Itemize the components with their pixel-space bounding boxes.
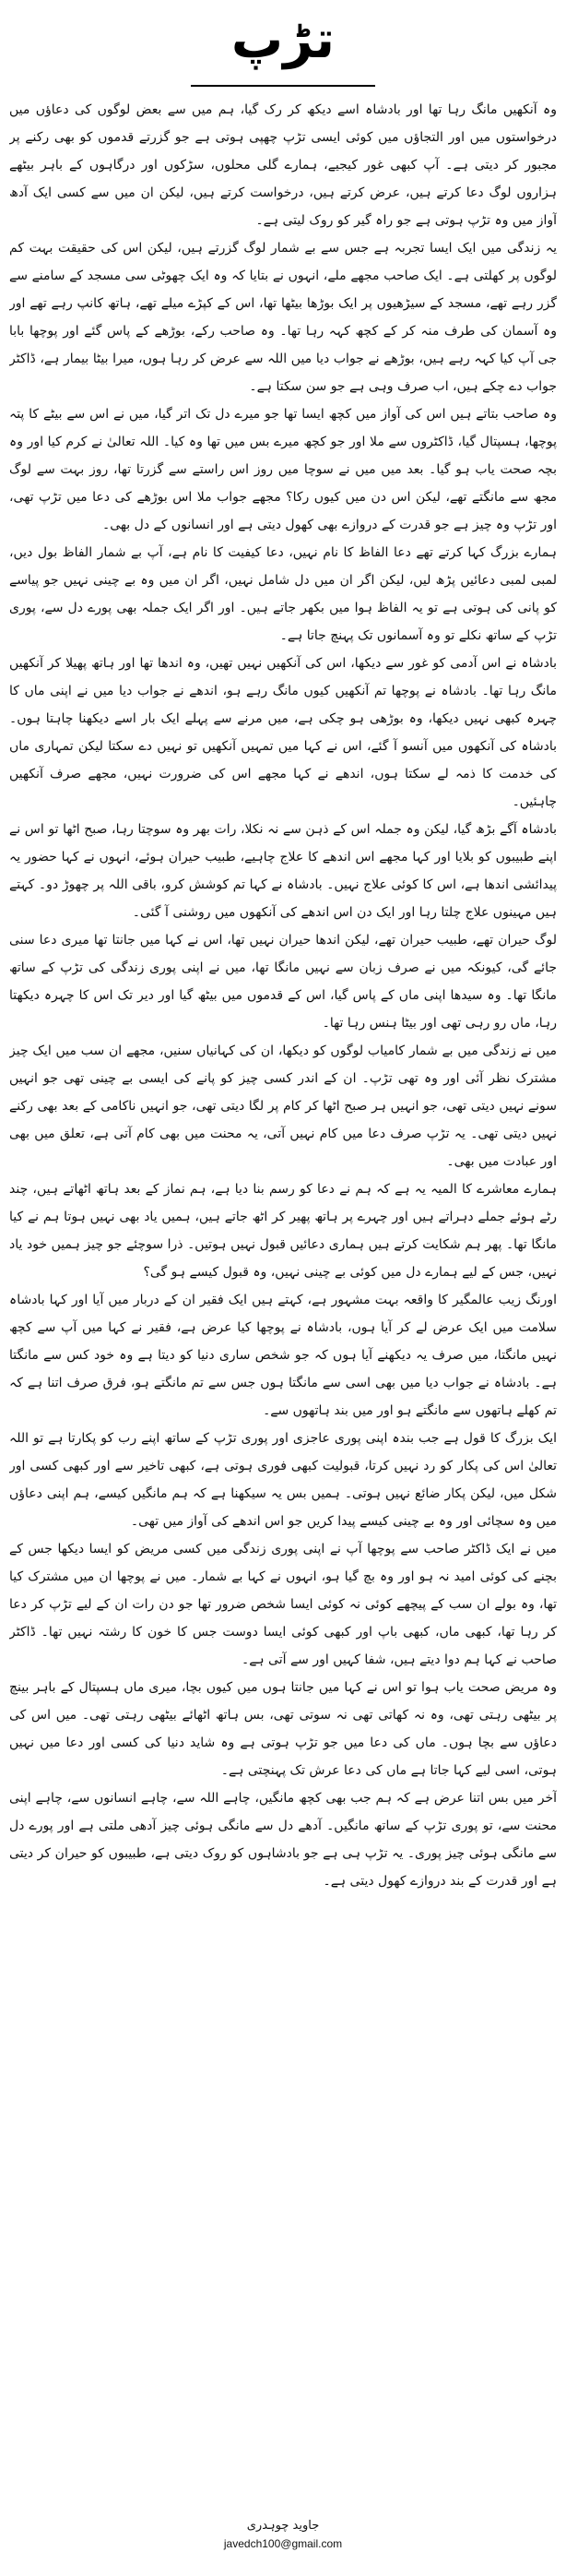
paragraph: وہ آنکھیں مانگ رہا تھا اور بادشاہ اسے دیکھ کر رک گیا، ہم میں سے بعض لوگوں کی دعاؤں میں درخواستوں میں اور التجاؤں میں کوئی ایسی تڑپ چھپی ہوتی ہے جو گزرتے قدموں کو بھی رکنے پر مجبور کر دیتی ہے۔ آپ کبھی غور کیجیے، ہمارے گلی محلوں، سڑکوں اور درگاہوں کے باہر بیٹھے ہزاروں لوگ دعا کرتے ہیں، عرض کرتے ہیں، درخواست کرتے ہیں، لیکن ان میں سے کسی ایک آدھ آواز میں وہ تڑپ ہوتی ہے جو راہ گیر کو روک لیتی ہے۔ [9,102,557,228]
author-signature [0,2517,566,2552]
paragraph: وہ صاحب بتاتے ہیں اس کی آواز میں کچھ ایسا تھا جو میرے دل تک اتر گیا، میں نے اس سے بیٹے کا پتہ پوچھا، ہسپتال گیا، ڈاکٹروں سے ملا اور جو کچھ میرے بس میں تھا وہ کیا۔ اللہ تعالیٰ نے کرم کیا اور وہ بچہ صحت یاب ہو گیا۔ بعد میں میں نے سوچا میں روز اس راستے سے گزرتا تھا، روز بہت سے لوگ مجھ سے مانگتے تھے، لیکن اس دن میں کیوں رکا؟ مجھے جواب ملا اس بوڑھے کی دعا میں تڑپ تھی، اور تڑپ وہ چیز ہے جو قدرت کے دروازے بھی کھول دیتی ہے اور انسانوں کے دل بھی۔ [9,407,557,532]
paragraph: ہمارے بزرگ کہا کرتے تھے دعا الفاظ کا نام نہیں، دعا کیفیت کا نام ہے، آپ بے شمار الفاظ بول دیں، لمبی لمبی دعائیں پڑھ لیں، لیکن اگر ان میں دل شامل نہیں، اگر ان میں وہ بے چینی نہیں جو پیاسے کو پانی کی ہوتی ہے تو یہ الفاظ ہوا میں بکھر جاتے ہیں۔ اور اگر ایک جملہ بھی پورے دل سے، پوری تڑپ کے ساتھ نکلے تو وہ آسمانوں تک پہنچ جاتا ہے۔ [9,545,557,643]
column-title: تڑپ [230,10,336,70]
paragraph: اورنگ زیب عالمگیر کا واقعہ بہت مشہور ہے، کہتے ہیں ایک فقیر ان کے دربار میں آیا اور کہا بادشاہ سلامت میں ایک عرض لے کر آیا ہوں، بادشاہ نے پوچھا کیا عرض ہے، فقیر نے کہا میں آپ سے کچھ نہیں مانگتا، میں صرف یہ دیکھنے آیا ہوں کہ جو شخص ساری دنیا کو دیتا ہے وہ خود کس سے مانگتا ہے۔ بادشاہ نے جواب دیا میں بھی اسی سے مانگتا ہوں جس سے تم مانگتے ہو، فرق صرف اتنا ہے کہ تم کھلے ہاتھوں سے مانگتے ہو اور میں بند ہاتھوں سے۔ [9,1293,557,1418]
paragraph: وہ مریض صحت یاب ہوا تو اس نے کہا میں جانتا ہوں میں کیوں بچا، میری ماں ہسپتال کے باہر بینچ پر بیٹھی رہتی تھی، وہ نہ کھاتی تھی نہ سوتی تھی، بس ہاتھ اٹھائے بیٹھی رہتی تھی۔ میں اس کی دعاؤں سے بچا ہوں۔ ماں کی دعا میں جو تڑپ ہوتی ہے وہ شاید دنیا کی کسی اور دعا میں نہیں ہوتی، اسی لیے کہا جاتا ہے ماں کی دعا عرش تک پہنچتی ہے۔ [9,1680,557,1778]
paragraph: میں نے ایک ڈاکٹر صاحب سے پوچھا آپ نے اپنی پوری زندگی میں کسی مریض کو ایسا دیکھا جس کے بچنے کی کوئی امید نہ ہو اور وہ بچ گیا ہو، انہوں نے کہا بے شمار۔ میں نے پوچھا ان میں مشترک کیا تھا، وہ بولے ان سب کے پیچھے کوئی نہ کوئی ایسا شخص ضرور تھا جو دن رات ان کے لیے تڑپ کر دعا کر رہا تھا، کبھی ماں، کبھی باپ اور کبھی کوئی ایسا دوست جس کا خون کا رشتہ نہیں تھا۔ ڈاکٹر صاحب نے کہا ہم دوا دیتے ہیں، شفا کہیں اور سے آتی ہے۔ [9,1542,557,1667]
author-name: جاوید چوہدری [246,2519,320,2533]
paragraph: ایک بزرگ کا قول ہے جب بندہ اپنی پوری عاجزی اور پوری تڑپ کے ساتھ اپنے رب کو پکارتا ہے تو اللہ تعالیٰ اس کی پکار کو رد نہیں کرتا، قبولیت کبھی فوری ہوتی ہے، کبھی تاخیر سے اور کبھی کسی اور شکل میں، لیکن پکار ضائع نہیں ہوتی۔ ہمیں بس یہ سیکھنا ہے کہ ہم مانگیں کیسے، ہم اپنی دعاؤں میں وہ سچائی اور وہ بے چینی کیسے پیدا کریں جو اس اندھے کی آواز میں تھی۔ [9,1431,557,1529]
paragraph: لوگ حیران تھے، طبیب حیران تھے، لیکن اندھا حیران نہیں تھا، اس نے کہا میں جانتا تھا میری دعا سنی جائے گی، کیونکہ میں نے صرف زبان سے نہیں مانگا تھا، میں نے اپنی پوری زندگی کی تڑپ کے ساتھ مانگا تھا۔ وہ سیدھا اپنی ماں کے پاس گیا، اس کے قدموں میں بیٹھ گیا اور دیر تک اس کا چہرہ دیکھتا رہا، ماں رو رہی تھی اور بیٹا ہنس رہا تھا۔ [9,933,557,1031]
paragraph: بادشاہ آگے بڑھ گیا، لیکن وہ جملہ اس کے ذہن سے نہ نکلا، رات بھر وہ سوچتا رہا، صبح اٹھا تو اس نے اپنے طبیبوں کو بلایا اور کہا مجھے اس اندھے کا علاج چاہیے، طبیب حیران ہوئے، انہوں نے کہا حضور یہ پیدائشی اندھا ہے، اس کا کوئی علاج نہیں۔ بادشاہ نے کہا تم کوشش کرو، باقی اللہ پر چھوڑ دو۔ کہتے ہیں مہینوں علاج چلتا رہا اور ایک دن اس اندھے کی آنکھوں میں روشنی آ گئی۔ [9,822,557,920]
column-title-block [0,7,566,81]
paragraph: میں نے زندگی میں بے شمار کامیاب لوگوں کو دیکھا، ان کی کہانیاں سنیں، مجھے ان سب میں ایک چیز مشترک نظر آئی اور وہ تھی تڑپ۔ ان کے اندر کسی چیز کو پانے کی ایسی بے چینی تھی جو انہیں سونے نہیں دیتی تھی، جو انہیں ہر صبح اٹھا کر کام پر لگا دیتی تھی، جو انہیں ناکامی کے بعد بھی رکنے نہیں دیتی تھی۔ یہ تڑپ صرف دعا میں کام نہیں آتی، یہ محنت میں بھی کام آتی ہے، تعلق میں بھی اور عبادت میں بھی۔ [9,1044,557,1169]
paragraph: بادشاہ نے اس آدمی کو غور سے دیکھا، اس کی آنکھیں نہیں تھیں، وہ اندھا تھا اور ہاتھ پھیلا کر آنکھیں مانگ رہا تھا۔ بادشاہ نے پوچھا تم آنکھیں کیوں مانگ رہے ہو، اندھے نے جواب دیا میں نے اپنی ماں کا چہرہ کبھی نہیں دیکھا، وہ بوڑھی ہو چکی ہے، میں مرنے سے پہلے ایک بار اسے دیکھنا چاہتا ہوں۔ بادشاہ کی آنکھوں میں آنسو آ گئے، اس نے کہا میں تمہیں آنکھیں تو نہیں دے سکتا لیکن تمہاری ماں کی خدمت کا ذمہ لے سکتا ہوں، اندھے نے کہا مجھے اس کی ضرورت نہیں، مجھے صرف آنکھیں چاہئیں۔ [9,656,557,809]
paragraph: آخر میں بس اتنا عرض ہے کہ ہم جب بھی کچھ مانگیں، چاہے اللہ سے، چاہے انسانوں سے، چاہے اپنی محنت سے، تو پوری تڑپ کے ساتھ مانگیں۔ آدھے دل سے مانگی ہوئی چیز آدھی ملتی ہے اور پورے دل سے مانگی ہوئی چیز پوری۔ یہ تڑپ ہی ہے جو بادشاہوں کو روک دیتی ہے، طبیبوں کو حیران کر دیتی ہے اور قدرت کے بند دروازے کھول دیتی ہے۔ [9,1791,557,1889]
paragraph: ہمارے معاشرے کا المیہ یہ ہے کہ ہم نے دعا کو رسم بنا دیا ہے، ہم نماز کے بعد ہاتھ اٹھاتے ہیں، چند رٹے ہوئے جملے دہراتے ہیں اور چہرے پر ہاتھ پھیر کر اٹھ جاتے ہیں، ہمیں یاد بھی نہیں ہوتا ہم نے کیا مانگا تھا۔ پھر ہم شکایت کرتے ہیں ہماری دعائیں قبول نہیں ہوتیں۔ ذرا سوچئے جو چیز ہمیں خود یاد نہیں، جس کے لیے ہمارے دل میں کوئی بے چینی نہیں، وہ قبول کیسے ہو گی؟ [9,1182,557,1280]
author-email[interactable]: javedch100@gmail.com [223,2537,343,2550]
paragraph: یہ زندگی میں ایک ایسا تجربہ ہے جس سے بے شمار لوگ گزرتے ہیں، لیکن اس کی حقیقت بہت کم لوگوں پر کھلتی ہے۔ ایک صاحب مجھے ملے، انہوں نے بتایا کہ وہ ایک چھوٹی سی مسجد کے سامنے سے گزر رہے تھے، مسجد کے سیڑھیوں پر ایک بوڑھا بیٹھا تھا، اس کے کپڑے میلے تھے، ہاتھ کانپ رہے تھے اور وہ آسمان کی طرف منہ کر کے کچھ کہہ رہا تھا۔ وہ صاحب رکے، بوڑھے کے پاس گئے اور پوچھا بابا جی آپ کیا کہہ رہے ہیں، بوڑھے نے جواب دیا میں اللہ سے عرض کر رہا ہوں، میرا بیٹا بیمار ہے، ڈاکٹر جواب دے چکے ہیں، اب صرف وہی ہے جو سن سکتا ہے۔ [9,241,557,394]
column-body [9,96,557,2504]
title-divider [191,85,375,87]
